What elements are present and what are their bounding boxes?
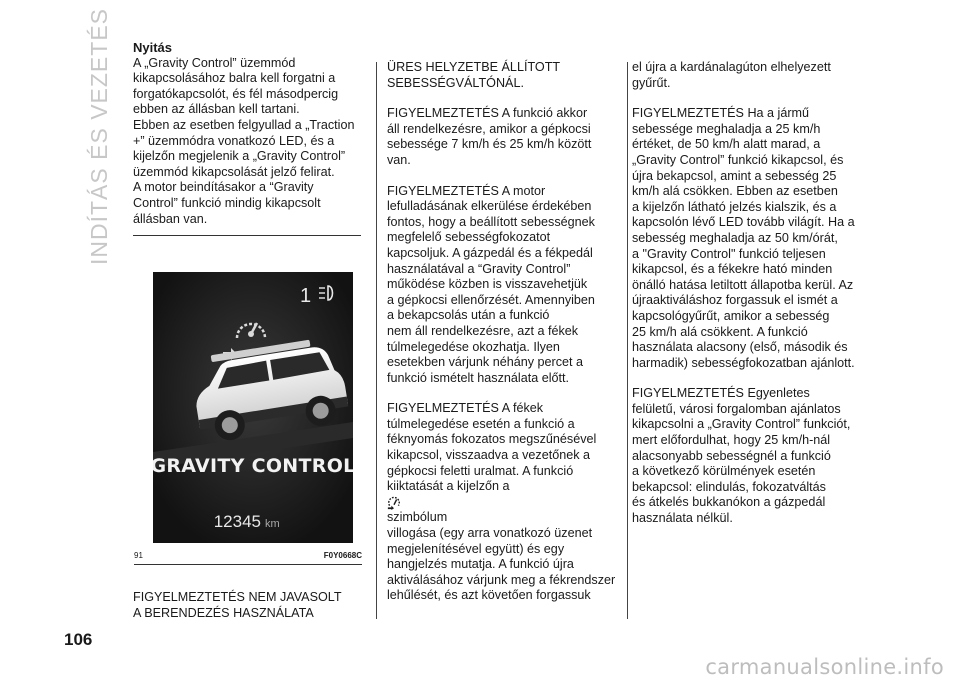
watermark: carmanualsonline.info bbox=[705, 655, 944, 679]
col2-paragraph-4-c: villogása (egy arra vonatkozó üzenet megjelenítésével együtt) és egy hangjelzés mutatja. A funkció újra aktiválásához várjunk meg a fékrendszer lehűlését, és azt követően forgassuk bbox=[387, 526, 616, 603]
column-1 bbox=[133, 40, 365, 236]
gravity-control-symbol-icon bbox=[387, 496, 401, 510]
col2-paragraph-4-b: szimbólum bbox=[387, 510, 448, 525]
column-divider-2 bbox=[627, 62, 628, 619]
column-2 bbox=[387, 60, 625, 604]
col1-paragraph-3: A motor beindításakor a “Gravity Control” funkció mindig kikapcsolt állásban van. bbox=[133, 180, 321, 226]
col2-paragraph-2: FIGYELMEZTETÉS A funkció akkor áll rendelkezésre, amikor a gépkocsi sebessége 7 km/h és 25 km/h között van. bbox=[387, 106, 592, 167]
col2-paragraph-4-a: FIGYELMEZTETÉS A fékek túlmelegedése esetén a funkció a féknyomás fokozatos megszűnésével kikapcsol, visszaadva a vezetőnek a gépkocsi feletti uralmat. A funkció kiiktatását a kijelzőn a bbox=[387, 401, 597, 494]
section-rule bbox=[133, 235, 361, 236]
col2-paragraph-4 bbox=[387, 401, 625, 604]
section-heading: Nyitás bbox=[133, 40, 173, 55]
figure-caption-rule bbox=[134, 564, 362, 565]
gravity-control-label: GRAVITY CONTROL bbox=[153, 455, 353, 477]
gap bbox=[632, 91, 872, 106]
col1-paragraph-2: Ebben az esetben felgyullad a „Traction +” üzemmódra vonatkozó LED, és a kijelzőn megjelenik a „Gravity Control” üzemmód kikapcsolását jelző felirat. bbox=[133, 117, 355, 179]
figure-number: 91 bbox=[134, 551, 143, 560]
odometer-value: 12345 bbox=[213, 512, 261, 531]
odometer-unit: km bbox=[265, 518, 280, 530]
gap bbox=[387, 169, 625, 184]
col3-paragraph-2: FIGYELMEZTETÉS Ha a jármű sebessége meghaladja a 25 km/h értéket, de 50 km/h alatt marad, a „Gravity Control” funkció kikapcsol, és újra bekapcsol, amint a sebesség 25 km/h alá csökken. Ebben az esetben a kijelzőn látható jelzés kialszik, és a kapcsolón lévő LED tovább világít. Ha a sebesség meghaladja az 50 km/órát, a "Gravity Control" funkció teljesen kikapcsol, és a fékekre ható minden önálló hatása letiltott állapotba kerül. Az újraaktiváláshoz forgassuk el ismét a kapcsológyűrűt, amikor a sebesség 25 km/h alá csökkent. A funkció használata alacsony (első, második és harmadik) sebességfokozatban ajánlott. bbox=[632, 106, 855, 370]
gravity-control-display-figure bbox=[153, 272, 353, 543]
figure-code: F0Y0668C bbox=[323, 551, 362, 560]
page-number: 106 bbox=[64, 630, 93, 649]
col1-paragraph-1: A „Gravity Control” üzemmód kikapcsolásához balra kell forgatni a forgatókapcsolót, és fél másodpercig ebben az állásban kell tartani. bbox=[133, 55, 339, 117]
gap bbox=[387, 91, 625, 106]
col2-paragraph-3: FIGYELMEZTETÉS A motor lefulladásának elkerülése érdekében fontos, hogy a beállított sebességnek megfelelő sebességfokozatot kapcsoljuk. A gázpedál és a fékpedál használatával a “Gravity Control” működése közben is visszavehetjük a gépkocsi ellenőrzését. Amennyiben a bekapcsolás után a funkció nem áll rendelkezésre, azt a fékek túlmelegedése okozhatja. Ilyen esetekben várjunk néhány percet a funkció ismételt használata előtt. bbox=[387, 183, 595, 385]
gear-indicator: 1 bbox=[300, 285, 312, 307]
column-divider-1 bbox=[376, 62, 377, 619]
gap bbox=[387, 386, 625, 401]
col3-paragraph-3: FIGYELMEZTETÉS Egyenletes felületű, városi forgalomban ajánlatos kikapcsolni a „Gravity Control” funkciót, mert előfordulhat, hogy 25 km/h-nál alacsonyabb sebességnél a funkció a következő körülmények esetén bekapcsol: elindulás, fokozatváltás és átkelés bukkanókon a gázpedál használata nélkül. bbox=[632, 386, 851, 526]
col1-bottom-warning: FIGYELMEZTETÉS NEM JAVASOLT A BERENDEZÉS HASZNÁLATA bbox=[133, 590, 342, 620]
col3-paragraph-1: el újra a kardánalagúton elhelyezett gyűrűt. bbox=[632, 60, 831, 90]
column-3 bbox=[632, 60, 872, 527]
col2-paragraph-1: ÜRES HELYZETBE ÁLLÍTOTT SEBESSÉGVÁLTÓNÁL. bbox=[387, 60, 561, 90]
gap bbox=[632, 371, 872, 386]
display-illustration bbox=[153, 272, 353, 543]
section-side-title-text: INDÍTÁS ÉS VEZETÉS bbox=[86, 8, 112, 265]
